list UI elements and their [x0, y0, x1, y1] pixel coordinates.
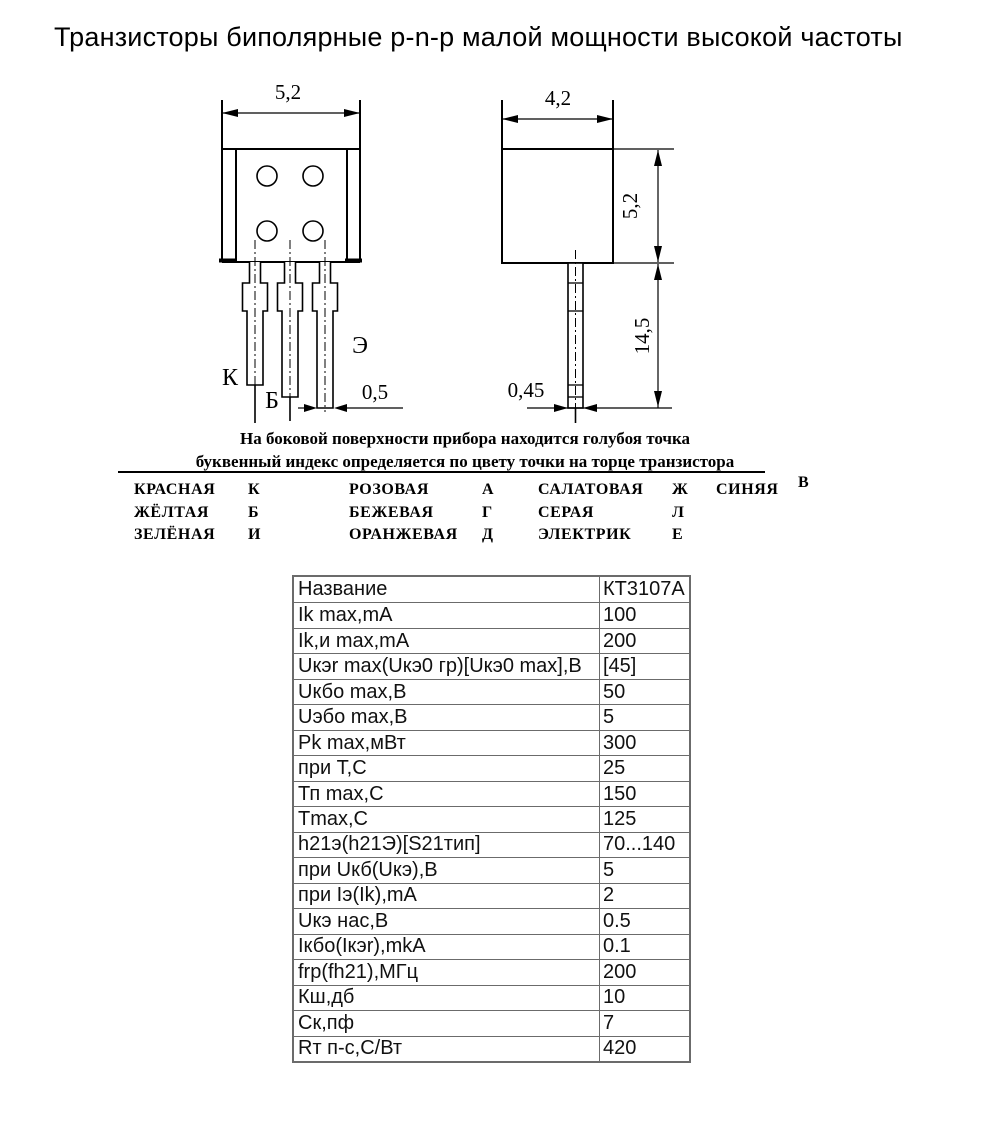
param-value: 5 — [603, 706, 615, 729]
collector-pin-label: К — [221, 365, 239, 391]
table-row — [294, 577, 689, 602]
param-value: 200 — [603, 629, 637, 652]
param-name: Тп max,C — [294, 782, 600, 806]
table-row — [294, 704, 689, 729]
param-name: при Iэ(Ik),mA — [294, 884, 600, 908]
param-value: 420 — [603, 1037, 637, 1060]
table-row — [294, 959, 689, 984]
param-value: 5 — [603, 858, 615, 881]
table-row — [294, 781, 689, 806]
note-line-1: На боковой поверхности прибора находится голубоя точка — [239, 429, 691, 448]
base-pin-label: Б — [265, 388, 279, 414]
note-line-2: буквенный индекс определяется по цвету точки на торце транзистора — [195, 452, 735, 471]
side-lead — [568, 250, 583, 423]
table-row — [294, 679, 689, 704]
side-lead-thickness-dimension: 0,45 — [507, 378, 545, 402]
table-row — [294, 1036, 689, 1061]
param-name: при Uкб(Uкэ),В — [294, 858, 600, 882]
table-row — [294, 730, 689, 755]
param-value: 300 — [603, 731, 637, 754]
table-row — [294, 985, 689, 1010]
param-value: 70...140 — [603, 833, 676, 856]
base-lead — [278, 240, 303, 421]
table-row — [294, 857, 689, 882]
param-value: 125 — [603, 807, 637, 830]
color-letter: А — [482, 481, 495, 498]
param-name: Rт п-с,С/Вт — [294, 1037, 600, 1061]
divider-rule — [118, 471, 765, 473]
table-row — [294, 755, 689, 780]
table-row — [294, 1010, 689, 1035]
page-title: Транзисторы биполярные p-n-p малой мощности высокой частоты — [54, 22, 903, 52]
param-name: Iкбо(Iкэr),mkA — [294, 935, 600, 959]
table-row — [294, 806, 689, 831]
emitter-lead — [313, 240, 338, 412]
table-row — [294, 883, 689, 908]
color-letter: Л — [672, 504, 685, 521]
color-letter: В — [798, 474, 810, 491]
param-value: 7 — [603, 1011, 615, 1034]
color-name: ОРАНЖЕВАЯ — [349, 526, 458, 543]
color-letter: К — [248, 481, 261, 498]
param-name: Ik max,mA — [294, 603, 600, 627]
param-name: Название — [294, 577, 600, 602]
color-name: ЭЛЕКТРИК — [538, 526, 632, 543]
color-name: ЖЁЛТАЯ — [134, 504, 209, 521]
param-value: 150 — [603, 782, 637, 805]
color-letter: Е — [672, 526, 684, 543]
table-row — [294, 934, 689, 959]
param-value: КТ3107А — [603, 578, 685, 601]
front-lead-dimension: 0,5 — [361, 380, 389, 404]
front-width-dimension: 5,2 — [274, 80, 302, 104]
spec-table — [292, 575, 691, 1063]
color-name: САЛАТОВАЯ — [538, 481, 644, 498]
param-value: 2 — [603, 884, 615, 907]
param-name: Tmax,C — [294, 807, 600, 831]
color-letter: Д — [482, 526, 494, 543]
param-name: при T,C — [294, 756, 600, 780]
param-value: 0.5 — [603, 909, 631, 932]
param-name: Кш,дб — [294, 986, 600, 1010]
side-lead-length-dimension: 14,5 — [630, 317, 654, 355]
param-name: Ск,пф — [294, 1011, 600, 1035]
param-value: 0.1 — [603, 935, 631, 958]
color-letter: Б — [248, 504, 260, 521]
param-name: Uкбо max,В — [294, 680, 600, 704]
param-name: Uэбо max,В — [294, 705, 600, 729]
color-name: СИНЯЯ — [716, 481, 779, 498]
table-row — [294, 832, 689, 857]
param-name: Uкэr max(Uкэ0 гр)[Uкэ0 max],В — [294, 654, 600, 678]
color-letter: Г — [482, 504, 493, 521]
param-value: 10 — [603, 986, 626, 1009]
side-width-dimension: 4,2 — [544, 86, 572, 110]
emitter-pin-label: Э — [352, 333, 368, 359]
param-name: frp(fh21),МГц — [294, 960, 600, 984]
param-name: Pk max,мВт — [294, 731, 600, 755]
side-view-drawing — [502, 100, 674, 423]
param-name: Ik,и max,mA — [294, 629, 600, 653]
color-letter: И — [248, 526, 262, 543]
color-name: СЕРАЯ — [538, 504, 595, 521]
side-height-dimension: 5,2 — [618, 192, 642, 220]
param-value: [45] — [603, 655, 637, 678]
param-value: 200 — [603, 960, 637, 983]
color-name: ЗЕЛЁНАЯ — [134, 526, 216, 543]
table-row — [294, 628, 689, 653]
package-drawing — [0, 0, 1000, 440]
color-name: БЕЖЕВАЯ — [349, 504, 434, 521]
table-row — [294, 602, 689, 627]
collector-lead — [243, 240, 268, 423]
table-row — [294, 653, 689, 678]
param-value: 100 — [603, 604, 637, 627]
color-name: КРАСНАЯ — [134, 481, 216, 498]
color-letter: Ж — [672, 481, 689, 498]
param-value: 50 — [603, 680, 626, 703]
param-name: Uкэ нас,В — [294, 909, 600, 933]
param-name: h21э(h21Э)[S21тип] — [294, 833, 600, 857]
color-name: РОЗОВАЯ — [349, 481, 429, 498]
table-row — [294, 908, 689, 933]
param-value: 25 — [603, 757, 626, 780]
front-view-drawing — [219, 100, 403, 423]
